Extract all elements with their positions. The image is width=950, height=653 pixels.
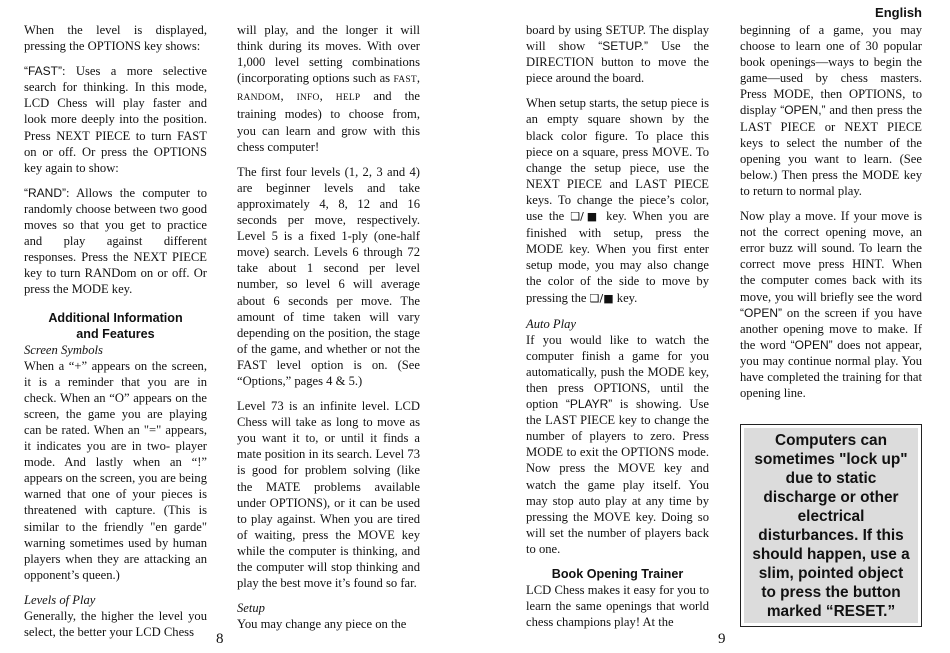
paragraph: You may change any piece on the	[237, 617, 407, 632]
section-heading: Additional Information and Features	[48, 310, 183, 341]
paragraph: Now play a move. If your move is not the correct opening move, an error buzz will sound. To learn the correct move press HINT. When the computer comes back with its move, you will briefly see the word “OPEN” on the screen if you have another opening move to make. If the word “OPEN” does not appear, you may continue normal play. You have completed the training for that opening line.	[740, 209, 922, 401]
column-4	[740, 22, 922, 410]
paragraph: When setup starts, the setup piece is an empty square shown by the black color figure. To place this piece on a square, press MOVE. To change the setup piece, use the NEXT PIECE and LAST PIECE keys. To change the piece’s color, use the ❑/■ key. When you are finished with setup, press the MODE key. When you first enter setup mode, you may also change the color of the side to move by pressing the ❑/■ key.	[526, 96, 709, 305]
paragraph: beginning of a game, you may choose to learn one of 30 popular book openings—ways to begin the game—used by chess masters. Press MODE, then OPTIONS, to display “OPEN,” and then press the LAST PIECE or NEXT PIECE keys to select the number of the opening you want to learn. (See below.) Then press the MODE key to return to normal play.	[740, 23, 923, 198]
reset-note-text: Computers can sometimes "lock up" due to static discharge or other electrical disturbances. If this should happen, use a slim, pointed object to press the button marked “RESET.”	[752, 431, 910, 620]
paragraph: When a “+” appears on the screen, it is a reminder that you are in check. When an “O” appears on the screen, the game you are playing can be rated. When an "=" appears, it indicates you are in two- player mode. And lastly when an “!” appears on the screen, you are being warned that one of your pieces is threatened with capture. (This is similar to the friendly "en garde" warning sometimes used by human players when they are attacking an opponent’s queen.)	[24, 358, 207, 582]
paragraph: When the level is displayed, pressing the OPTIONS key shows:	[24, 23, 207, 54]
paragraph-text: : Uses a more selective search for thinking. In this mode, LCD Chess will play faster and look more deeply into the position. Press NEXT PIECE to turn FAST on or off. Or press the OPTIONS key again to show:	[24, 64, 207, 175]
lcd-word-fast: “FAST”	[24, 64, 62, 79]
paragraph: LCD Chess makes it easy for you to learn the same openings that world chess champions play! At the	[526, 583, 709, 630]
paragraph: board by using SETUP. The display will show “SETUP.” Use the DIRECTION button to move the piece around the board.	[526, 23, 709, 86]
color-toggle-icon: ❑/■	[589, 291, 614, 305]
paragraph: Level 73 is an infinite level. LCD Chess will take as long to move as you want it to, or until it finds a mate position in its search. Level 73 is good for problem solving (like the MATE problems available under OPTIONS), or it can be used to play against. When you are tired of waiting, press the MOVE key while the computer is thinking, and the computer will stop thinking and play the best move it’s found so far.	[237, 399, 420, 591]
page-number-right: 9	[718, 631, 726, 647]
page-number-left: 8	[216, 631, 224, 647]
paragraph: If you would like to watch the computer finish a game for you automatically, push the MODE key, then press OPTIONS, until the option “PLAYR” is showing. Use the LAST PIECE key to change the number of players to zero. Press MODE to exit the OPTIONS mode. Now press the MOVE key and watch the game play itself. You may stop auto play at any time by pressing the MOVE key. Doing so will set the number of players back to one.	[526, 332, 709, 556]
paragraph: will play, and the longer it will think during its moves. With over 1,000 level setting combinations (incorporating options such as FAST, RANDOM, INFO, HELP and the training modes) to choose from, you can learn and grow with this chess computer!	[237, 23, 420, 154]
paragraph: Generally, the higher the level you select, the better your LCD Chess	[24, 609, 207, 640]
paragraph: The first four levels (1, 2, 3 and 4) are beginner levels and take approximately 4, 8, 12 and 16 seconds per move, respectively. Level 5 is a fixed 1-ply (one-half move) search. Levels 6 through 72 take about 1 second per level number, so level 6 will average about 6 seconds per move. The amount of time taken will vary depending on the position, the stage of the game, and whether or not the FAST level option is on. (See “Options,” pages 4 & 5.)	[237, 164, 420, 388]
language-label: English	[875, 5, 922, 20]
column-2	[237, 22, 420, 641]
lcd-word-setup: “SETUP.”	[598, 39, 648, 54]
column-3	[526, 22, 709, 639]
paragraph	[24, 185, 207, 298]
subheading-screen-symbols: Screen Symbols	[24, 342, 103, 357]
lcd-word-open: “OPEN”	[790, 337, 833, 352]
paragraph	[24, 63, 207, 176]
column-1	[24, 22, 207, 649]
subheading-levels-of-play: Levels of Play	[24, 592, 96, 607]
lcd-word-open: “OPEN”	[740, 305, 782, 320]
reset-note-box	[740, 424, 922, 627]
lcd-word-playr: “PLAYR”	[565, 397, 613, 412]
reset-note-background	[744, 428, 918, 623]
lcd-word-rand: “RAND”	[24, 185, 66, 200]
section-heading: Book Opening Trainer	[551, 567, 684, 581]
subheading-setup: Setup	[237, 601, 265, 616]
color-toggle-icon: ❑/■	[570, 210, 601, 224]
subheading-auto-play: Auto Play	[526, 316, 577, 331]
paragraph-text: : Allows the computer to randomly choose between two good moves so that you get to practice and play against different responses. Press the NEXT PIECE key to turn RANDom on or off. Or press the MODE key.	[24, 185, 207, 297]
lcd-word-open: “OPEN,”	[780, 103, 826, 118]
